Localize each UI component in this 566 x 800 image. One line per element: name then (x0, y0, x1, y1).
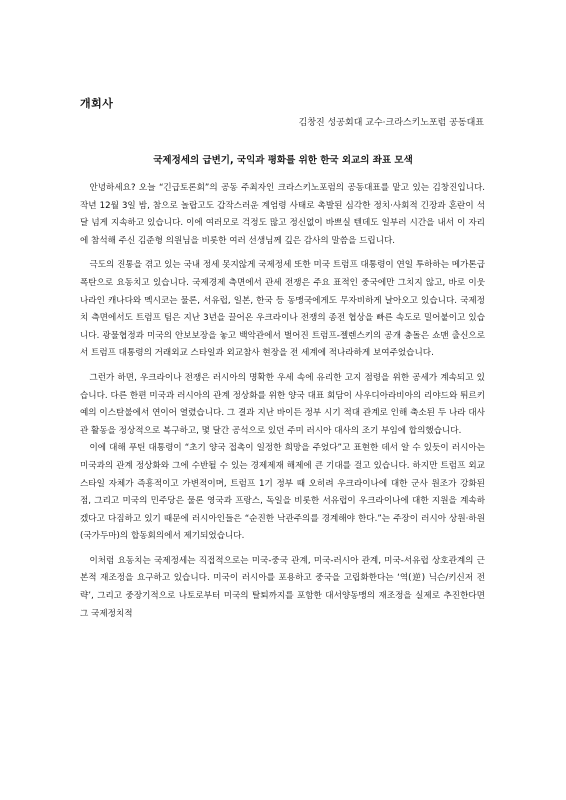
document-title: 국제정세의 급변기, 국익과 평화를 위한 한국 외교의 좌표 모색 (153, 155, 413, 166)
paragraph: 극도의 진통을 겪고 있는 국내 정세 못지않게 국제정세 또한 미국 트럼프 대통령이 연일 투하하는 메가톤급 폭탄으로 요동치고 있습니다. 국제경제 측면에서 관세 전쟁은 주요 표적인 중국에만 그치지 않고, 바로 이웃 나라인 캐나다와 멕시코는 물론, 서유럽, 일본, 한국 등 동맹국에게도 무자비하게 날아오고 있습니다. 국제정치 측면에서도 트럼프 팀은 지난 3년을 끌어온 우크라이나 전쟁의 종전 협상을 빠른 속도로 밀어붙이고 있습니다. 광물협정과 미국의 안보보장을 놓고 백악관에서 벌어진 트럼프-젤렌스키의 공개 충돌은 쇼맨 출신으로서 트럼프 대통령의 거래외교 스타일과 외교참사 현장을 전 세계에 적나라하게 보여주었습니다. (80, 260, 485, 359)
paragraph: 안녕하세요? 오늘 “긴급토론회”의 공동 주최자인 크라스키노포럼의 공동대표를 맡고 있는 김창진입니다. 작년 12월 3일 밤, 참으로 놀랍고도 갑작스러운 계엄령 사태로 촉발된 심각한 정치·사회적 긴장과 혼란이 석 달 넘게 지속하고 있습니다. 이에 여러모로 걱정도 많고 정신없이 바쁘실 텐데도 일부러 시간을 내서 이 자리에 참석해 주신 김준형 의원님을 비롯한 여러 선생님께 깊은 감사의 말씀을 드립니다. (80, 183, 485, 246)
paragraph: 그런가 하면, 우크라이나 전쟁은 러시아의 명확한 우세 속에 유리한 고지 점령을 위한 공세가 계속되고 있습니다. 다른 한편 미국과 러시아의 관계 정상화를 위한 양국 대표 회담이 사우디아라비아의 리야드와 튀르키예의 이스탄불에서 연이어 열렸습니다. 그 결과 지난 바이든 정부 시기 적대 관계로 인해 축소된 두 나라 대사관 활동을 정상적으로 복구하고, 몇 달간 공석으로 있던 주미 러시아 대사의 조기 부임에 합의했습니다. (80, 372, 485, 436)
paragraph: 이에 대해 푸틴 대통령이 “초기 양국 접촉이 일정한 희망을 주었다”고 표현한 데서 알 수 있듯이 러시아는 미국과의 관계 정상화와 그에 수반될 수 있는 경제제재 해제에 큰 기대를 걸고 있습니다. 하지만 트럼프 외교 스타일 자체가 즉흥적이고 가변적이며, 트럼프 1기 정부 때 오히려 우크라이나에 대한 군사 원조가 강화된 점, 그리고 미국의 민주당은 물론 영국과 프랑스, 독일을 비롯한 서유럽이 우크라이나에 대한 지원을 계속하겠다고 다짐하고 있기 때문에 러시아인들은 “순진한 낙관주의를 경계해야 한다.”는 주장이 러시아 상원·하원(국가두마)의 합동회의에서 제기되었습니다. (80, 443, 485, 542)
paragraph: 이처럼 요동치는 국제정세는 직접적으로는 미국-중국 관계, 미국-러시아 관계, 미국-서유럽 상호관계의 근본적 재조정을 요구하고 있습니다. 미국이 러시아를 포용하고 중국을 고립화한다는 ‘역(逆) 닉슨/키신저 전략’, 그리고 중장기적으로 나토로부터 미국의 탈퇴까지를 포함한 대서양동맹의 재조정을 실제로 추진한다면 그 국제정치적 (80, 555, 485, 619)
section-title: 개회사 (80, 97, 114, 110)
author-line: 김창진 성공회대 교수·크라스키노포럼 공동대표 (298, 118, 484, 128)
body-text (80, 180, 485, 630)
